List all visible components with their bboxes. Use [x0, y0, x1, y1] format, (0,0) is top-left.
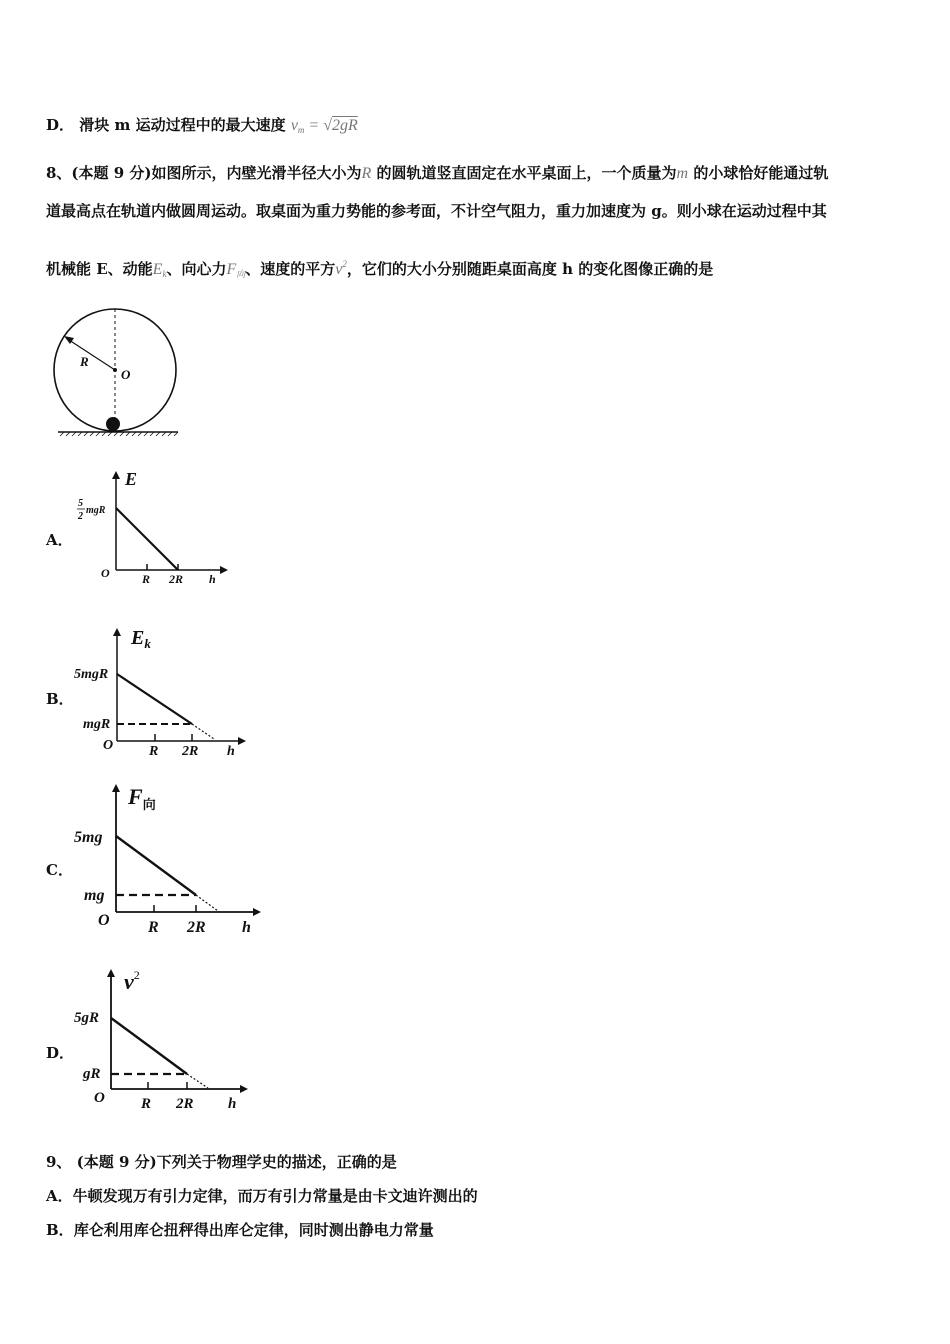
y-top-label: 5mg: [74, 829, 103, 846]
y-axis-arrow-icon: [112, 784, 120, 792]
tick-label-2r: 2R: [182, 744, 199, 759]
graph-a[interactable]: [70, 465, 230, 590]
graph-c[interactable]: [70, 780, 265, 940]
tick-label-r: R: [149, 744, 159, 759]
graph-d[interactable]: [70, 963, 255, 1118]
x-axis-arrow-icon: [253, 908, 261, 916]
q8-line2: 道最高点在轨道内做圆周运动。取桌面为重力势能的参考面，不计空气阻力，重力加速度为 g。则小球在运动过程中其: [46, 202, 827, 220]
tick-label-2r: 2R: [187, 919, 206, 936]
option-label: D．: [46, 116, 75, 134]
origin-label: O: [98, 912, 110, 929]
q9-option-b[interactable]: [46, 1219, 434, 1240]
y-axis-arrow-icon: [112, 471, 120, 479]
option-b-label[interactable]: B．: [46, 690, 74, 708]
y-axis-label: E: [125, 469, 138, 489]
x-axis-label: h: [242, 919, 251, 936]
y-axis-label: $E_k$: [131, 627, 151, 651]
extension-dotted-line: [192, 724, 214, 739]
center-label: O: [121, 367, 131, 382]
y-top-frac-den: 2: [78, 511, 83, 522]
x-axis-label: h: [209, 572, 216, 586]
x-axis-arrow-icon: [240, 1085, 248, 1093]
y-axis-arrow-icon: [113, 628, 121, 636]
y-axis-label: $F_向$: [128, 784, 156, 812]
y-top-frac-num: 5: [78, 498, 83, 509]
y-top-label: 5gR: [74, 1010, 100, 1026]
radius-label: R: [80, 354, 89, 369]
tick-label-2r: 2R: [169, 572, 184, 586]
centripetal-force-line: [116, 836, 196, 895]
ball: [106, 417, 120, 431]
y-axis-arrow-icon: [107, 969, 115, 977]
option-text: 库仑利用库仑扭秤得出库仑定律，同时测出静电力常量: [73, 1221, 434, 1239]
y-low-label: gR: [83, 1066, 101, 1082]
circular-track-figure: [50, 305, 185, 440]
y-low-label: mg: [84, 887, 105, 904]
prev-option-d: [46, 114, 358, 135]
option-c-label[interactable]: C．: [46, 861, 73, 879]
x-axis-label: h: [228, 1096, 237, 1112]
extension-dotted-line: [187, 1074, 208, 1088]
option-label: A．: [46, 1187, 73, 1205]
tick-label-2r: 2R: [176, 1096, 194, 1112]
energy-line: [116, 508, 178, 570]
option-d-label[interactable]: D．: [46, 1044, 75, 1062]
extension-dotted-line: [196, 895, 218, 911]
q9-stem: 9、 (本题 9 分)下列关于物理学史的描述，正确的是: [46, 1153, 397, 1171]
kinetic-energy-line: [117, 674, 192, 724]
option-text: 滑块 m 运动过程中的最大速度: [79, 116, 286, 134]
q9-option-a[interactable]: [46, 1185, 478, 1206]
graph-b[interactable]: [70, 622, 250, 762]
tick-label-r: R: [148, 919, 159, 936]
x-axis-arrow-icon: [220, 566, 228, 574]
tick-label-r: R: [141, 1096, 152, 1112]
velocity-squared-line: [111, 1018, 187, 1074]
center-dot: [113, 368, 117, 372]
y-top-label: 5mgR: [74, 667, 109, 682]
origin-label: O: [94, 1090, 105, 1106]
y-top-label: mgR: [86, 505, 106, 516]
q8-line1: 8、(本题 9 分)如图所示，内壁光滑半径大小为R 的圆轨道竖直固定在水平桌面上，一个质量为m 的小球恰好能通过轨: [46, 164, 829, 182]
option-text: 牛顿发现万有引力定律，而万有引力常量是由卡文迪许测出的: [72, 1187, 478, 1205]
origin-label: O: [101, 566, 110, 580]
vm-formula: $v_m = √2gR$: [290, 117, 358, 135]
q8-line3: 机械能 E、动能$E_k$、向心力$F_向$、速度的平方$v^2$，它们的大小分别随距桌面高度 h 的变化图像正确的是: [46, 259, 714, 279]
radius-arrow: [66, 338, 115, 370]
option-label: B．: [46, 1221, 74, 1239]
x-axis-arrow-icon: [238, 737, 246, 745]
option-a-label[interactable]: A．: [46, 531, 73, 549]
origin-label: O: [103, 738, 114, 753]
x-axis-label: h: [227, 744, 235, 759]
tick-label-r: R: [142, 572, 151, 586]
y-axis-label: $v^2$: [124, 968, 140, 994]
y-low-label: mgR: [83, 717, 111, 732]
sqrt-icon: √: [323, 117, 332, 134]
